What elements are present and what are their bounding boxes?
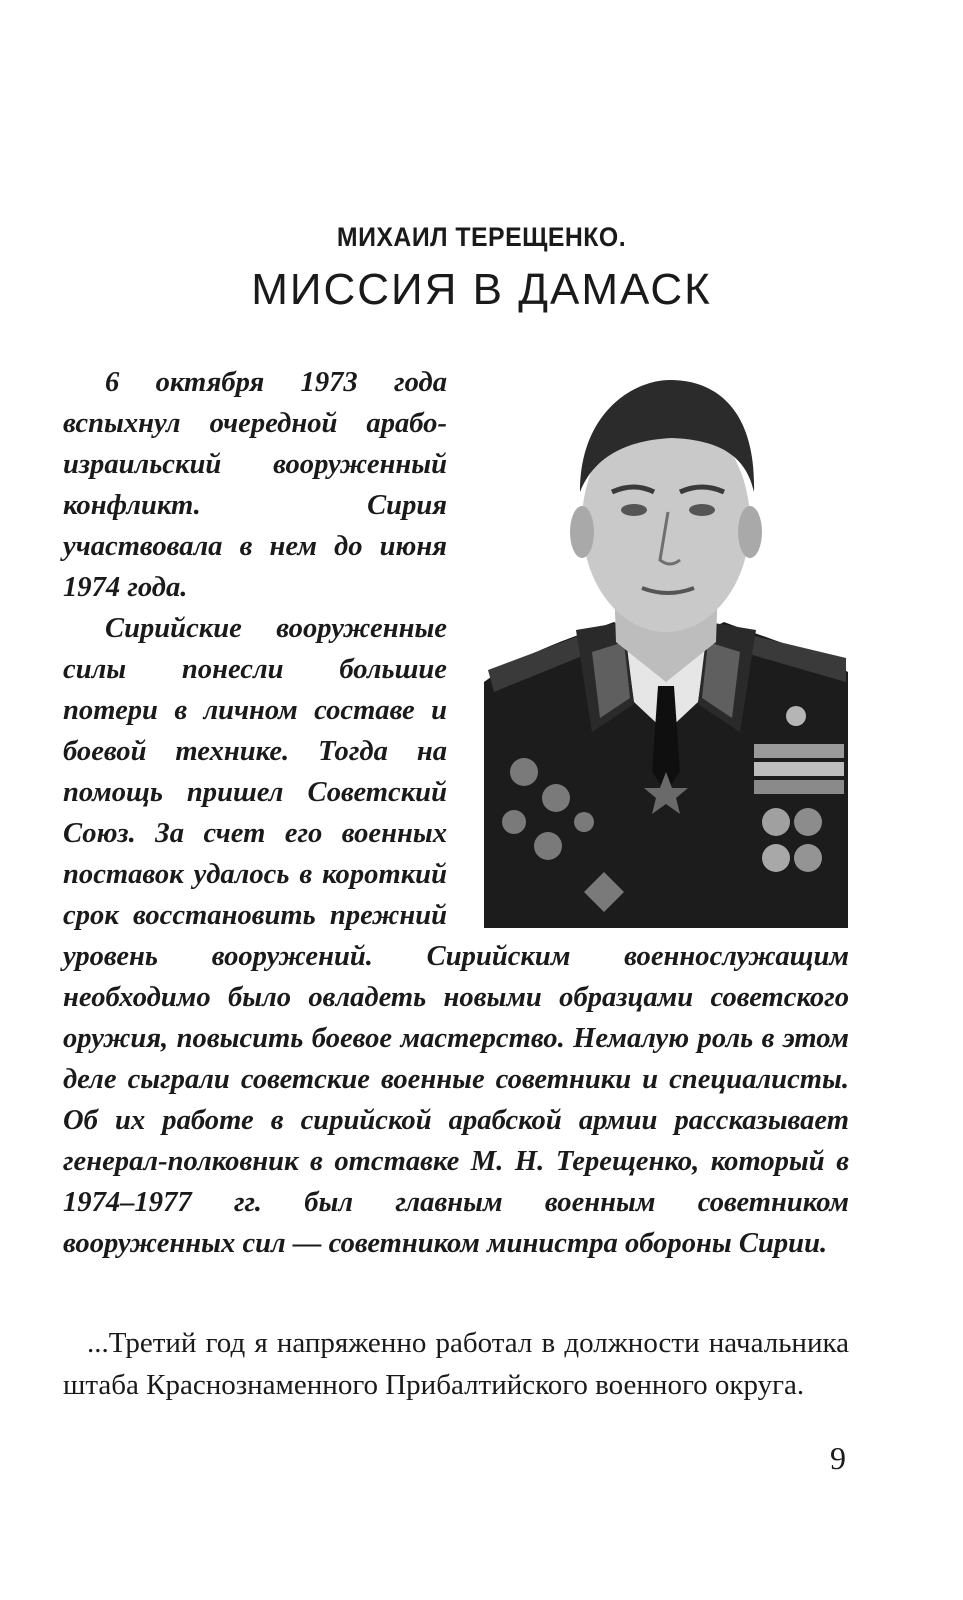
chapter-title: МИССИЯ В ДАМАСК	[251, 265, 712, 314]
portrait-space	[447, 362, 849, 936]
author-name: МИХАИЛ ТЕРЕЩЕНКО.	[336, 222, 627, 252]
body-paragraph: ...Третий год я напряженно работал в должности начальника штаба Краснознаменного Прибалтийского военного округа.	[63, 1327, 849, 1401]
intro-text	[63, 362, 849, 1264]
intro-paragraph: 6 октября 1973 года вспыхнул очередной арабо-израильский вооруженный конфликт. Сирия участвовала в нем до июня 1974 года.	[63, 367, 447, 603]
body-text	[63, 1322, 849, 1406]
page-number: 9	[830, 1440, 846, 1476]
intro-paragraph: Сирийские вооруженные силы понесли большие потери в личном составе и боевой технике. Тогда на помощь пришел Советский Союз. За счет его военных поставок удалось в короткий срок восстановить прежний уровень вооружений. Сирийским военнослужащим необходимо было овладеть новыми образцами советского оружия, повысить боевое мастерство. Немалую роль в этом деле сыграли советские военные советники и специалисты. Об их работе в сирийской арабской армии рассказывает генерал-полковник в отставке М. Н. Терещенко, который в 1974–1977 гг. был главным военным советником вооруженных сил — советником министра обороны Сирии.	[63, 613, 849, 1259]
